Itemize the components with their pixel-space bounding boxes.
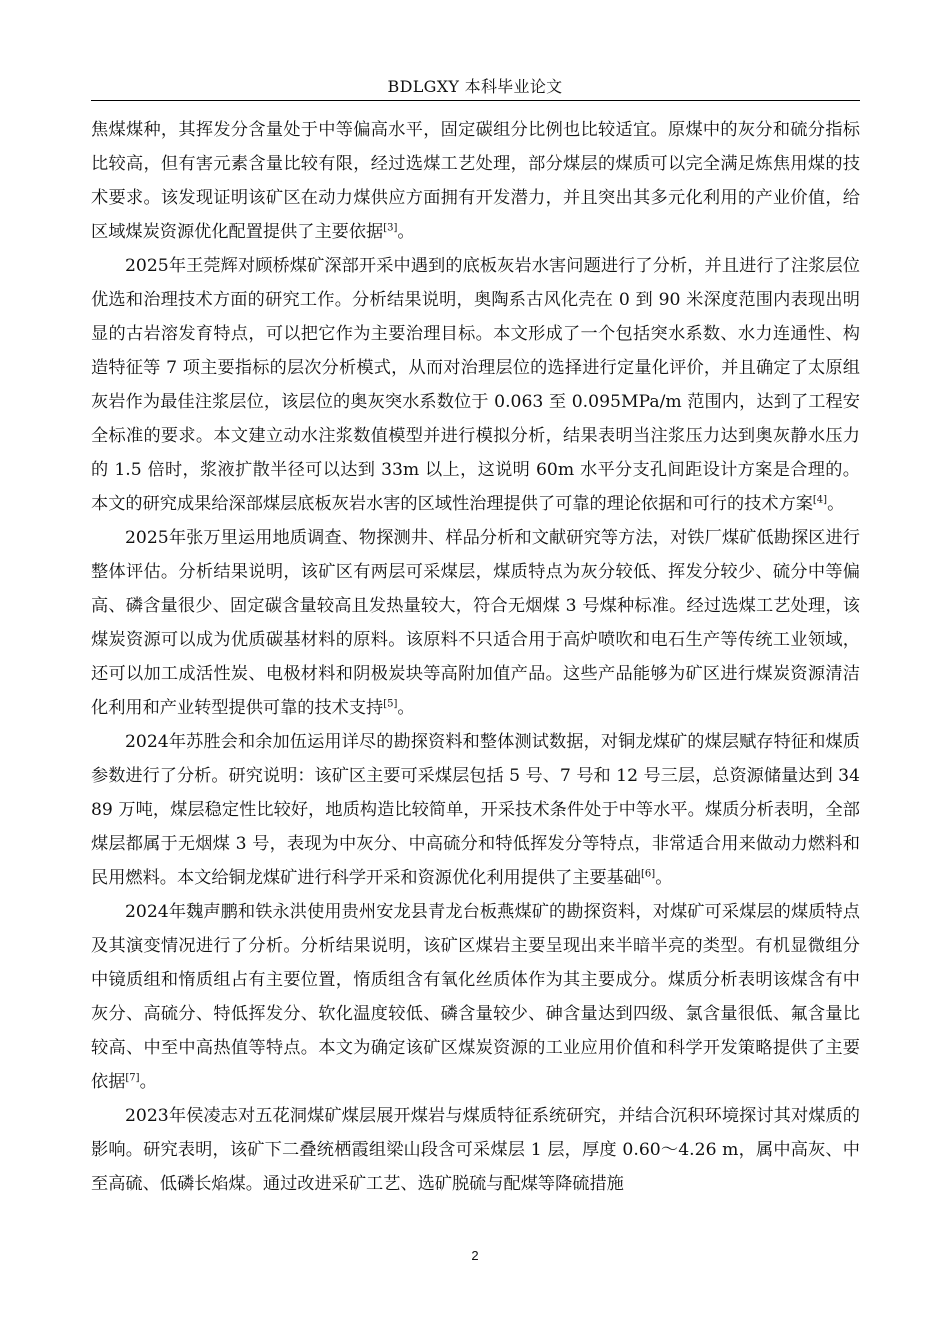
citation-ref[interactable]: [5] <box>383 698 398 710</box>
paragraph-text: 2024年苏胜会和余加伍运用详尽的勘探资料和整体测试数据，对铜龙煤矿的煤层赋存特征和煤质参数进行了分析。研究说明：该矿区主要可采煤层包括 5 号、7 号和 12 号三层，总资源储量达到 3489 万吨，煤层稳定性比较好，地质构造比较简单，开采技术条件处于中等水平。煤质分析表明，全部煤层都属于无烟煤 3 号，表现为中灰分、中高硫分和特低挥发分等特点，非常适合用来做动力燃料和民用燃料。本文给铜龙煤矿进行科学开采和资源优化利用提供了主要基础 <box>91 732 860 888</box>
paragraph-tail: 。 <box>655 868 673 888</box>
paragraph-5 <box>91 895 860 1099</box>
paragraph-tail: 。 <box>397 222 415 242</box>
paragraph-1 <box>91 113 860 249</box>
body-text <box>91 113 860 1201</box>
page-header-title: BDLGXY 本科毕业论文 <box>387 77 563 96</box>
paragraph-text: 2023年侯凌志对五花洞煤矿煤层展开煤岩与煤质特征系统研究，并结合沉积环境探讨其对煤质的影响。研究表明，该矿下二叠统栖霞组梁山段含可采煤层 1 层，厚度 0.60～4.26 m，属中高灰、中至高硫、低磷长焰煤。通过改进采矿工艺、选矿脱硫与配煤等降硫措施 <box>91 1106 860 1194</box>
paragraph-4 <box>91 725 860 895</box>
paragraph-tail: 。 <box>397 698 415 718</box>
paragraph-tail: 。 <box>139 1072 157 1092</box>
citation-ref[interactable]: [7] <box>125 1072 140 1084</box>
citation-ref[interactable]: [6] <box>641 868 656 880</box>
paragraph-text: 焦煤煤种，其挥发分含量处于中等偏高水平，固定碳组分比例也比较适宜。原煤中的灰分和硫分指标比较高，但有害元素含量比较有限，经过选煤工艺处理，部分煤层的煤质可以完全满足炼焦用煤的技术要求。该发现证明该矿区在动力煤供应方面拥有开发潜力，并且突出其多元化利用的产业价值，给区域煤炭资源优化配置提供了主要依据 <box>91 120 860 242</box>
citation-ref[interactable]: [3] <box>383 222 398 234</box>
citation-ref[interactable]: [4] <box>812 494 828 506</box>
paragraph-6 <box>91 1099 860 1201</box>
paragraph-text: 2024年魏声鹏和铁永洪使用贵州安龙县青龙台板燕煤矿的勘探资料，对煤矿可采煤层的煤质特点及其演变情况进行了分析。分析结果说明，该矿区煤岩主要呈现出来半暗半亮的类型。有机显微组分中镜质组和惰质组占有主要位置，惰质组含有氧化丝质体作为其主要成分。煤质分析表明该煤含有中灰分、高硫分、特低挥发分、软化温度较低、磷含量较少、砷含量达到四级、氯含量很低、氟含量比较高、中至中高热值等特点。本文为确定该矿区煤炭资源的工业应用价值和科学开发策略提供了主要依据 <box>91 902 860 1092</box>
page-number: 2 <box>471 1248 479 1263</box>
header-divider <box>91 100 860 101</box>
paragraph-tail: 。 <box>827 494 845 514</box>
paragraph-text: 2025年王莞辉对顾桥煤矿深部开采中遇到的底板灰岩水害问题进行了分析，并且进行了注浆层位优选和治理技术方面的研究工作。分析结果说明，奥陶系古风化壳在 0 到 90 米深度范围内表现出明显的古岩溶发育特点，可以把它作为主要治理目标。本文形成了一个包括突水系数、水力连通性、构造特征等 7 项主要指标的层次分析模式，从而对治理层位的选择进行定量化评价，并且确定了太原组灰岩作为最佳注浆层位，该层位的奥灰突水系数位于 0.063 至 0.095MPa/m 范围内，达到了工程安全标准的要求。本文建立动水注浆数值模型并进行模拟分析，结果表明当注浆压力达到奥灰静水压力的 1.5 倍时，浆液扩散半径可以达到 33m 以上，这说明 60m 水平分支孔间距设计方案是合理的。本文的研究成果给深部煤层底板灰岩水害的区域性治理提供了可靠的理论依据和可行的技术方案 <box>91 256 860 514</box>
paragraph-3 <box>91 521 860 725</box>
paragraph-text: 2025年张万里运用地质调查、物探测井、样品分析和文献研究等方法，对铁厂煤矿低勘探区进行整体评估。分析结果说明，该矿区有两层可采煤层，煤质特点为灰分较低、挥发分较少、硫分中等偏高、磷含量很少、固定碳含量较高且发热量较大，符合无烟煤 3 号煤种标准。经过选煤工艺处理，该煤炭资源可以成为优质碳基材料的原料。该原料不只适合用于高炉喷吹和电石生产等传统工业领域，还可以加工成活性炭、电极材料和阴极炭块等高附加值产品。这些产品能够为矿区进行煤炭资源清洁化利用和产业转型提供可靠的技术支持 <box>91 528 860 718</box>
paragraph-2 <box>91 249 860 521</box>
